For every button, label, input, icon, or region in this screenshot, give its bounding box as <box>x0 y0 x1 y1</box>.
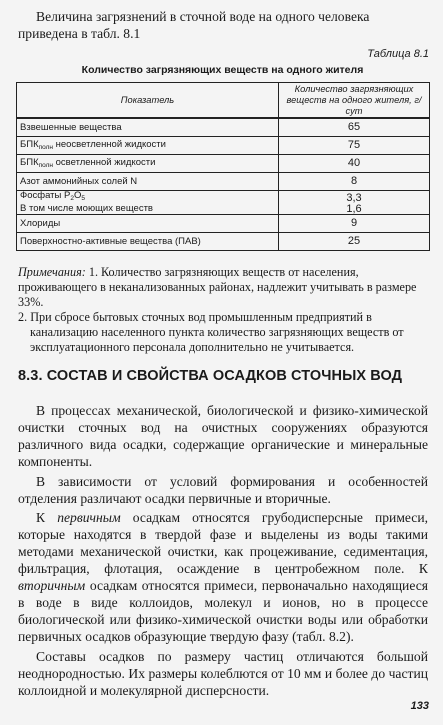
row-value: 25 <box>279 233 430 251</box>
notes-label: Примечания: <box>18 265 86 279</box>
table-row <box>17 173 430 191</box>
row-name: Фосфаты $P_2O_5$ <box>17 191 279 205</box>
table-caption: Количество загрязняющих веществ на одного жителя <box>81 64 364 76</box>
row-name: $БПК_{полн}$ осветленной жидкости <box>17 155 279 173</box>
table-row <box>17 118 430 137</box>
header-indicator: Показатель <box>17 83 279 119</box>
row-name: Взвешенные вещества <box>17 118 279 137</box>
row-value: 9 <box>279 215 430 233</box>
note-1 <box>18 265 428 310</box>
pollutants-table <box>16 82 430 251</box>
row-value: 8 <box>279 173 430 191</box>
paragraph: В зависимости от условий формирования и особенностей отделения различают осадки первичные и вторичные. <box>18 473 428 506</box>
table-row <box>17 233 430 251</box>
row-value: 1,6 <box>279 204 430 215</box>
table-row <box>17 191 430 205</box>
table-row <box>17 137 430 155</box>
table-number-label: Таблица 8.1 <box>367 48 429 60</box>
row-name: Поверхностно-активные вещества (ПАВ) <box>17 233 279 251</box>
section-body <box>18 403 428 702</box>
paragraph: К первичным осадкам относятся грубодисперсные примеси, которые находятся в твердой фазе и выделены из воды такими методами механической очистки, как процеживание, седиментация, фильтрация, флотация, осаждение в центробежном поле. К вторичным осадкам относятся примеси, первоначально находящиеся в воде в виде коллоидов, молекул и ионов, но в процессе биологической или физико-химической очистки воды или обработки первичных осадков образующие твердую фазу (табл. 8.2). <box>18 510 429 644</box>
table-notes <box>18 265 428 355</box>
row-value: 3,3 <box>279 191 430 205</box>
table-row <box>17 215 430 233</box>
row-name: В том числе моющих веществ <box>17 204 279 215</box>
note-2: 2. При сбросе бытовых сточных вод промышленным предприятий в канализацию населенного пункта количество загрязняющих веществ от эксплуатационного персонала дополнительно не учитывается. <box>18 310 404 354</box>
row-name: Азот аммонийных солей N <box>17 173 279 191</box>
row-name: Хлориды <box>17 215 279 233</box>
page-number: 133 <box>410 700 429 712</box>
section-heading: 8.3. СОСТАВ И СВОЙСТВА ОСАДКОВ СТОЧНЫХ ВОД <box>18 368 403 384</box>
table-row <box>17 155 430 173</box>
note-1-text: 1. Количество загрязняющих веществ от населения, проживающего в неканализованных районах, надлежит учитывать в размере 33%. <box>18 265 417 309</box>
header-amount: Количество загрязняющих веществ на одного жителя, г/сут <box>279 83 430 119</box>
row-value: 40 <box>279 155 430 173</box>
table-header-row <box>17 83 430 119</box>
row-value: 65 <box>279 118 430 137</box>
paragraph: Составы осадков по размеру частиц отличаются большой неоднородностью. Их размеры колеблются от 10 мм и более до частиц коллоидной и молекулярной дисперсности. <box>18 648 428 698</box>
row-name: $БПК_{полн}$ неосветленной жидкости <box>17 137 279 155</box>
table-row <box>17 204 430 215</box>
intro-paragraph: Величина загрязнений в сточной воде на одного человека приведена в табл. 8.1 <box>18 9 370 41</box>
row-value: 75 <box>279 137 430 155</box>
paragraph: В процессах механической, биологической и физико-химической очистки сточных вод на очистных сооружениях образуются различного вида осадки, содержащие органические и минеральные компоненты. <box>18 403 428 469</box>
